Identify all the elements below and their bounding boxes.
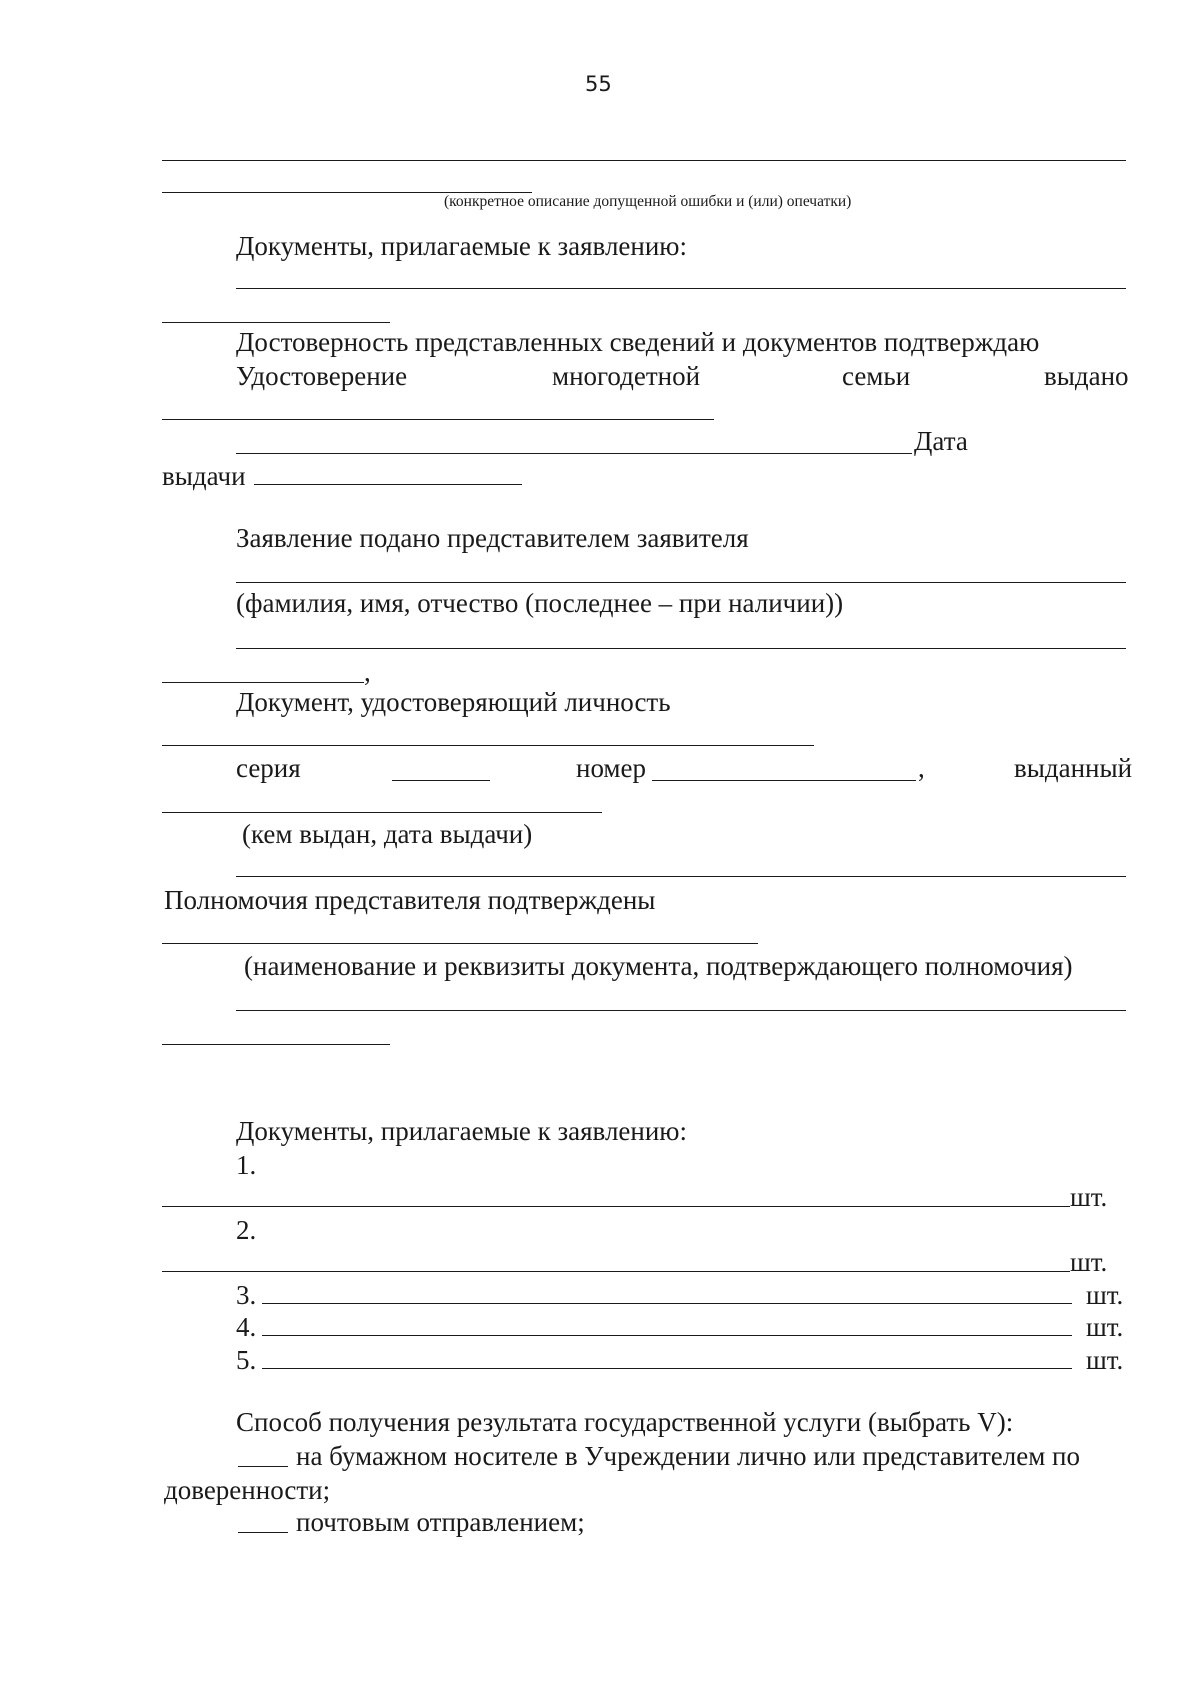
issued-by-line <box>236 876 1126 877</box>
attachment-number-2: 2. <box>236 1215 257 1245</box>
attachment-number-5: 5. <box>236 1345 257 1375</box>
docs-attached-line-cont <box>162 322 390 323</box>
number-comma: , <box>918 753 925 783</box>
id-document-line <box>162 745 814 746</box>
error-description-caption: (конкретное описание допущенной ошибки и (или) опечатки) <box>444 193 852 210</box>
authority-caption: (наименование и реквизиты документа, подтверждающего полномочия) <box>244 951 1073 981</box>
certificate-issuer-line <box>162 419 714 420</box>
error-description-line <box>162 160 1126 161</box>
attachment-number-4: 4. <box>236 1312 257 1342</box>
issued-by-caption: (кем выдан, дата выдачи) <box>242 819 533 849</box>
attachment-unit-5: шт. <box>1086 1345 1124 1375</box>
attachment-unit-4: шт. <box>1086 1312 1124 1342</box>
attachment-line-4 <box>262 1335 1072 1336</box>
attachment-number-3: 3. <box>236 1280 257 1310</box>
authority-doc-line <box>236 1010 1126 1011</box>
attachment-line-1 <box>162 1206 1070 1207</box>
certificate-word-3: семьи <box>842 361 911 391</box>
attachment-line-3 <box>262 1303 1072 1304</box>
authority-doc-line-cont <box>162 1044 390 1045</box>
delivery-option-1-label: на бумажном носителе в Учреждении лично или представителем по <box>296 1441 1081 1471</box>
series-line <box>392 780 490 781</box>
certificate-word-2: многодетной <box>552 361 701 391</box>
representative-comma: , <box>364 657 371 687</box>
attachment-line-5 <box>262 1368 1072 1369</box>
number-line <box>652 780 916 781</box>
delivery-option-1-checkbox <box>238 1466 288 1467</box>
representative-fio-line-cont <box>162 682 364 683</box>
series-label: серия <box>236 753 301 783</box>
id-document-label: Документ, удостоверяющий личность <box>236 687 671 717</box>
attachment-unit-2: шт. <box>1070 1247 1108 1277</box>
page-number: 55 <box>585 72 612 96</box>
attachment-number-1: 1. <box>236 1150 257 1180</box>
certificate-date-label: Дата <box>914 426 968 456</box>
docs-attached-label: Документы, прилагаемые к заявлению: <box>236 231 687 261</box>
certificate-date-line <box>254 484 522 485</box>
issued-label: выданный <box>1014 753 1133 783</box>
delivery-option-2-label: почтовым отправлением; <box>296 1507 585 1537</box>
docs-attached-line <box>236 288 1126 289</box>
authority-label: Полномочия представителя подтверждены <box>164 885 656 915</box>
issued-line <box>162 812 602 813</box>
attachment-line-2 <box>162 1271 1070 1272</box>
representative-fio-line <box>236 648 1126 649</box>
attachments-title: Документы, прилагаемые к заявлению: <box>236 1116 687 1146</box>
representative-filed-text: Заявление подано представителем заявителя <box>236 523 749 553</box>
certificate-issuer-line-2 <box>236 453 912 454</box>
attachment-unit-1: шт. <box>1070 1182 1108 1212</box>
representative-name-line <box>236 582 1126 583</box>
delivery-option-1-label-cont: доверенности; <box>164 1475 331 1505</box>
representative-fio-caption: (фамилия, имя, отчество (последнее – при наличии)) <box>236 588 844 618</box>
certificate-word-4: выдано <box>1044 361 1129 391</box>
certify-text: Достоверность представленных сведений и документов подтверждаю <box>236 327 1040 357</box>
attachment-unit-3: шт. <box>1086 1280 1124 1310</box>
number-label: номер <box>576 753 647 783</box>
authority-line <box>162 943 758 944</box>
delivery-title: Способ получения результата государственной услуги (выбрать V): <box>236 1407 1014 1437</box>
certificate-date-label-cont: выдачи <box>162 461 246 491</box>
certificate-word-1: Удостоверение <box>236 361 408 391</box>
delivery-option-2-checkbox <box>238 1532 288 1533</box>
